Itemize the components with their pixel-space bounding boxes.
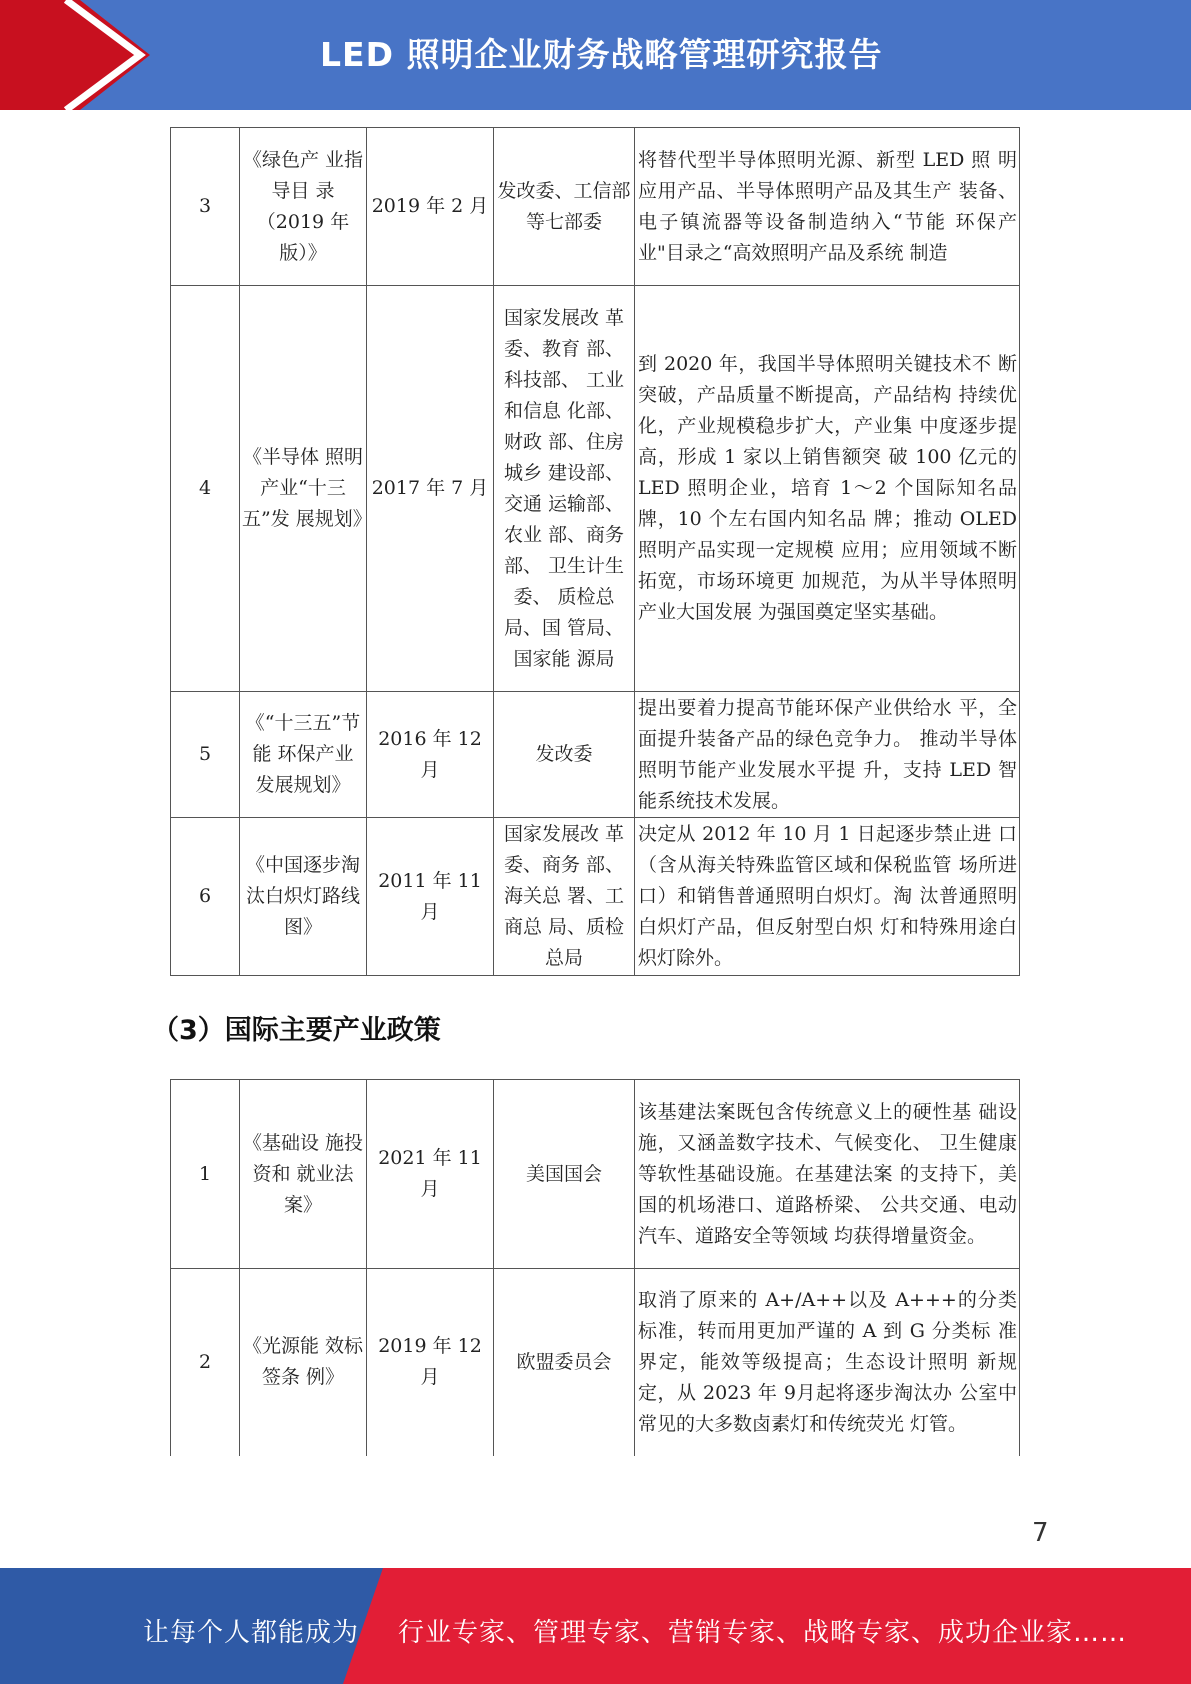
policy-content: 取消了原来的 A+/A++以及 A+++的分类 标准，转而用更加严谨的 A 到 G 分类标 准界定，能效等级提高；生态设计照明 新规定，从 2023 年 9月起将逐步淘汰办 公室中常见的大多数卤素灯和传统荧光 灯管。 xyxy=(635,1269,1020,1456)
row-number: 6 xyxy=(171,818,240,976)
footer-slogan-right: 行业专家、管理专家、营销专家、战略专家、成功企业家…… xyxy=(398,1618,1128,1648)
policy-date: 2019 年 12 月 xyxy=(367,1269,494,1456)
policy-name: 《半导体 照明产业“十三五”发 展规划》 xyxy=(240,286,367,692)
report-title: LED 照明企业财务战略管理研究报告 xyxy=(320,35,883,74)
policy-content: 提出要着力提高节能环保产业供给水 平，全面提升装备产品的绿色竞争力。 推动半导体照明节能产业发展水平提 升，支持 LED 智能系统技术发展。 xyxy=(635,692,1020,818)
policy-issuer: 欧盟委员会 xyxy=(494,1269,635,1456)
policy-date: 2017 年 7 月 xyxy=(367,286,494,692)
policy-date: 2016 年 12 月 xyxy=(367,692,494,818)
table-row xyxy=(171,128,1020,286)
policy-name: 《中国逐步淘汰白炽灯路线图》 xyxy=(240,818,367,976)
row-number: 2 xyxy=(171,1269,240,1456)
table-row xyxy=(171,692,1020,818)
policy-issuer: 美国国会 xyxy=(494,1080,635,1269)
policy-content: 将替代型半导体照明光源、新型 LED 照 明应用产品、半导体照明产品及其生产 装备、电子镇流器等设备制造纳入“节能 环保产业"目录之“高效照明产品及系统 制造 xyxy=(635,128,1020,286)
policy-issuer: 国家发展改 革委、教育 部、科技部、 工业和信息 化部、财政 部、住房城乡 建设部、交通 运输部、农业 部、商务部、 卫生计生委、 质检总局、国 管局、国家能 源局 xyxy=(494,286,635,692)
section-heading: （3）国际主要产业政策 xyxy=(152,1015,441,1046)
table-row xyxy=(171,1269,1020,1456)
policy-content: 到 2020 年，我国半导体照明关键技术不 断突破，产品质量不断提高，产品结构 持续优化，产业规模稳步扩大，产业集 中度逐步提高，形成 1 家以上销售额突 破 100 亿元的 LED 照明企业，培育 1～2 个国际知名品牌，10 个左右国内知名品 牌；推动 OLED 照明产品实现一定规模 应用；应用领域不断拓宽，市场环境更 加规范，为从半导体照明产业大国发展 为强国奠定坚实基础。 xyxy=(635,286,1020,692)
policy-date: 2021 年 11 月 xyxy=(367,1080,494,1269)
page-number: 7 xyxy=(1032,1518,1049,1548)
policy-content: 该基建法案既包含传统意义上的硬性基 础设施，又涵盖数字技术、气候变化、 卫生健康等软性基础设施。在基建法案 的支持下，美国的机场港口、道路桥梁、 公共交通、电动汽车、道路安全等领域 均获得增量资金。 xyxy=(635,1080,1020,1269)
table-row xyxy=(171,818,1020,976)
policy-date: 2019 年 2 月 xyxy=(367,128,494,286)
page-header xyxy=(0,0,1191,110)
header-chevron-icon xyxy=(0,0,160,110)
row-number: 1 xyxy=(171,1080,240,1269)
international-policy-table xyxy=(170,1079,1020,1456)
table-row xyxy=(171,286,1020,692)
row-number: 4 xyxy=(171,286,240,692)
policy-name: 《光源能 效标签条 例》 xyxy=(240,1269,367,1456)
page-footer xyxy=(0,1568,1191,1684)
row-number: 5 xyxy=(171,692,240,818)
table-row xyxy=(171,1080,1020,1269)
row-number: 3 xyxy=(171,128,240,286)
policy-date: 2011 年 11 月 xyxy=(367,818,494,976)
policy-name: 《绿色产 业指导目 录（2019 年版）》 xyxy=(240,128,367,286)
policy-name: 《基础设 施投资和 就业法案》 xyxy=(240,1080,367,1269)
policy-issuer: 发改委 xyxy=(494,692,635,818)
domestic-policy-table xyxy=(170,127,1020,976)
policy-issuer: 国家发展改 革委、商务 部、海关总 署、工商总 局、质检总局 xyxy=(494,818,635,976)
policy-name: 《“十三五”节能 环保产业 发展规划》 xyxy=(240,692,367,818)
policy-content: 决定从 2012 年 10 月 1 日起逐步禁止进 口（含从海关特殊监管区域和保税监管 场所进口）和销售普通照明白炽灯。淘 汰普通照明白炽灯产品，但反射型白炽 灯和特殊用途白炽灯除外。 xyxy=(635,818,1020,976)
footer-slogan-left: 让每个人都能成为 xyxy=(143,1618,360,1648)
policy-issuer: 发改委、工信部等七部委 xyxy=(494,128,635,286)
